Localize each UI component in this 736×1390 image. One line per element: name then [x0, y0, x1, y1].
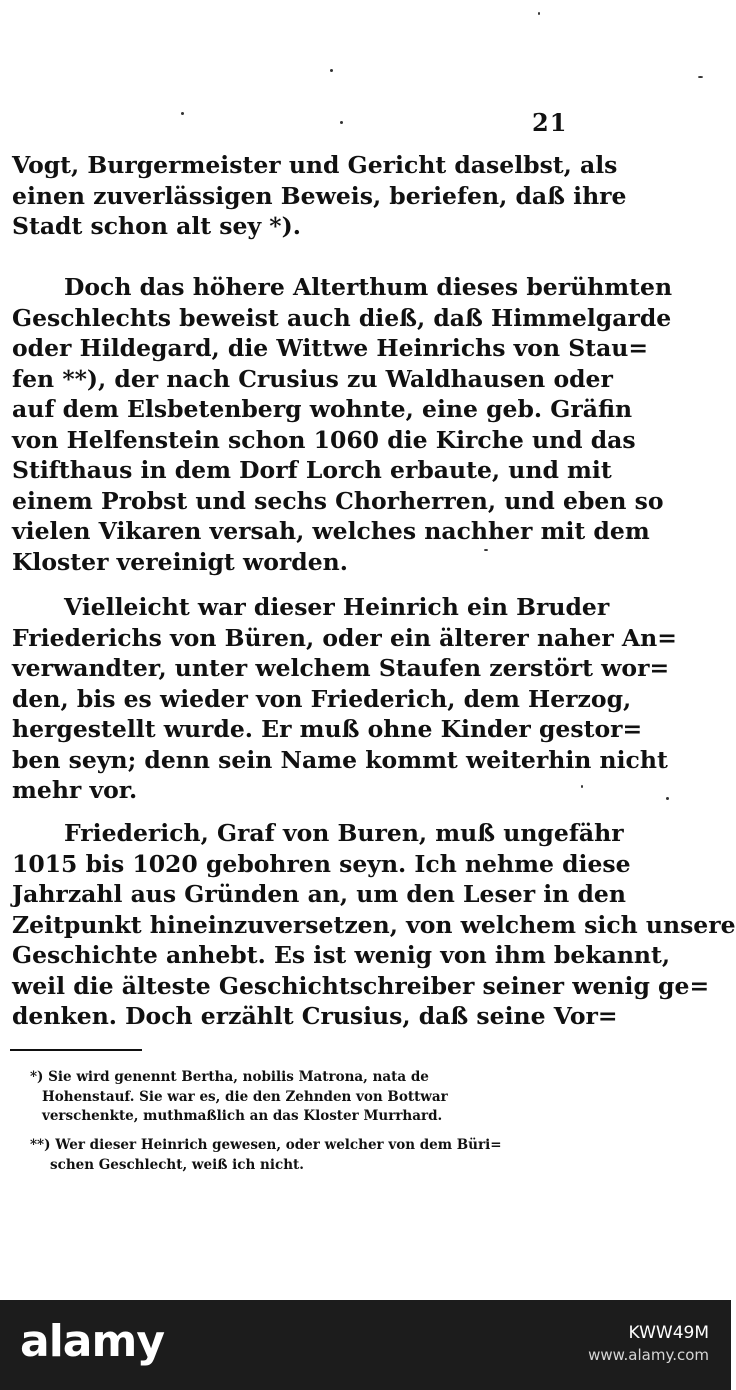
text-line: von Helfenstein schon 1060 die Kirche und das: [12, 425, 636, 454]
footnote-line: **) Wer dieser Heinrich gewesen, oder welcher von dem Büri=: [30, 1137, 502, 1153]
image-id: KWW49M: [628, 1323, 709, 1343]
scan-speck: [581, 785, 583, 788]
text-line: einen zuverlässigen Beweis, beriefen, daß ihre: [12, 181, 627, 210]
text-line: Friederich, Graf von Buren, muß ungefähr: [64, 819, 624, 847]
text-line: oder Hildegard, die Wittwe Heinrichs von Stau=: [12, 334, 649, 362]
text-line: ben seyn; denn sein Name kommt weiterhin nicht: [12, 745, 668, 774]
text-line: hergestellt wurde. Er muß ohne Kinder gestor=: [12, 715, 643, 743]
paragraph: [12, 272, 673, 577]
text-line: Friederichs von Büren, oder ein älterer naher An=: [12, 623, 677, 652]
text-line: denken. Doch erzählt Crusius, daß seine Vor=: [12, 1002, 618, 1030]
scan-speck: [340, 121, 343, 124]
footnote-line: schen Geschlecht, weiß ich nicht.: [50, 1156, 304, 1173]
text-line: einem Probst und sechs Chorherren, und eben so: [12, 486, 664, 515]
footnote-line: *) Sie wird genennt Bertha, nobilis Matrona, nata de: [30, 1069, 429, 1085]
text-line: Jahrzahl aus Gründen an, um den Leser in den: [12, 880, 626, 908]
paragraph: [12, 150, 627, 242]
footnote-line: Hohenstauf. Sie war es, die den Zehnden von Bottwar: [42, 1088, 448, 1105]
text-line: Geschichte anhebt. Es ist wenig von ihm bekannt,: [12, 941, 671, 969]
paragraph: [12, 818, 736, 1032]
footnote-divider: [10, 1049, 142, 1051]
text-line: verwandter, unter welchem Staufen zerstört wor=: [12, 654, 670, 682]
paragraph: [12, 592, 677, 806]
text-line: vielen Vikaren versah, welches nachher mit dem: [12, 517, 650, 545]
alamy-logo: alamy: [20, 1316, 164, 1367]
watermark-bar: [0, 1300, 731, 1390]
text-line: Geschlechts beweist auch dieß, daß Himmelgarde: [12, 303, 672, 332]
page-number: 21: [532, 108, 568, 137]
text-line: Zeitpunkt hineinzuversetzen, von welchem sich unsere: [12, 910, 736, 939]
text-line: Kloster vereinigt worden.: [12, 547, 348, 576]
site-url: www.alamy.com: [588, 1346, 709, 1364]
text-line: Stadt schon alt sey *).: [12, 212, 301, 240]
text-line: Stifthaus in dem Dorf Lorch erbaute, und mit: [12, 456, 612, 484]
text-line: mehr vor.: [12, 776, 138, 804]
footnote: [30, 1136, 570, 1175]
text-line: fen **), der nach Crusius zu Waldhausen oder: [12, 364, 613, 393]
scan-speck: [666, 797, 669, 800]
scan-speck: [330, 69, 333, 72]
scan-speck: [181, 112, 184, 115]
text-line: weil die älteste Geschichtschreiber seiner wenig ge=: [12, 971, 710, 1000]
text-line: Vogt, Burgermeister und Gericht daselbst, als: [12, 151, 618, 179]
footnote-line: verschenkte, muthmaßlich an das Kloster Murrhard.: [42, 1108, 443, 1124]
text-line: 1015 bis 1020 gebohren seyn. Ich nehme diese: [12, 849, 631, 878]
scan-speck: [698, 76, 703, 78]
text-line: den, bis es wieder von Friederich, dem Herzog,: [12, 684, 632, 713]
footnote: [30, 1068, 570, 1127]
text-line: auf dem Elsbetenberg wohnte, eine geb. Gräfin: [12, 395, 633, 423]
scan-speck: [538, 12, 540, 15]
watermark-info: [588, 1322, 709, 1366]
text-line: Doch das höhere Alterthum dieses berühmten: [64, 273, 673, 301]
text-line: Vielleicht war dieser Heinrich ein Bruder: [64, 593, 610, 621]
